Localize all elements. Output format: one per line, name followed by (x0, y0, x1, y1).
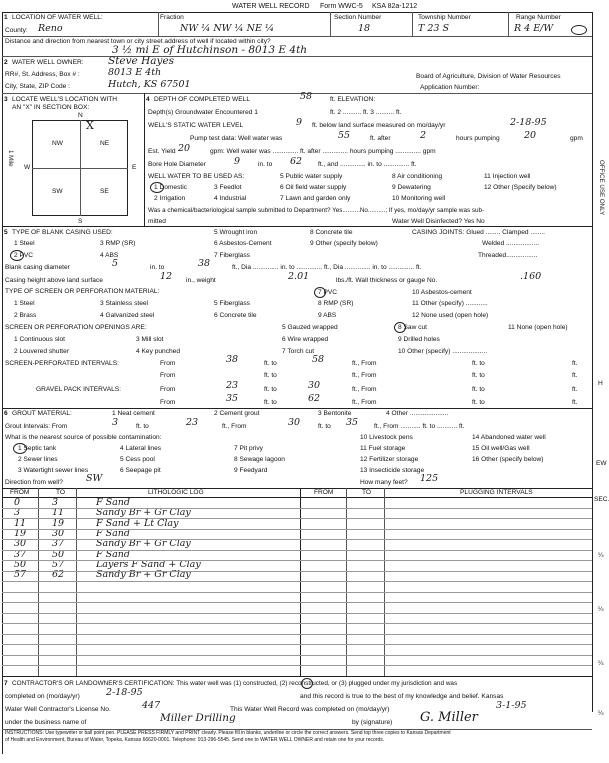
certification-heading: CONTRACTOR'S OR LANDOWNER'S CERTIFICATION: This water well was (1) constructed, (2) reconstructed, or (3) plugged under my jurisdiction and was (12, 680, 458, 687)
spi2-to-label: ft. to (264, 372, 277, 379)
log-ruling (2, 529, 592, 530)
gpi2-from-label: From (160, 399, 176, 406)
screen-1: 1 Steel (14, 300, 35, 307)
gpi-ftto: ft. to (472, 386, 485, 393)
threaded: Threaded................. (478, 252, 538, 259)
gpm-label: gpm (570, 135, 583, 142)
height-value: 12 (160, 271, 173, 282)
lith-header: LITHOLOGIC LOG (148, 489, 204, 496)
casing-6: 6 Asbestos-Cement (214, 240, 272, 247)
record-date: 3-1-95 (496, 700, 527, 711)
s4-number: 4 (146, 96, 150, 103)
use-11: 11 Injection well (484, 173, 531, 180)
s7-number: 7 (4, 680, 8, 687)
log-ruling (2, 518, 592, 519)
opening-2: 2 Louvered shutter (14, 348, 69, 355)
contam-8: 8 Sewage lagoon (234, 456, 285, 463)
opening-1: 1 Continuous slot (14, 336, 65, 343)
well-location-mark: X (86, 119, 94, 132)
log-ruling (2, 560, 592, 561)
log-ruling (2, 508, 592, 509)
county-label: County: (5, 27, 28, 34)
s1-heading: LOCATION OF WATER WELL: (12, 14, 103, 21)
log-ruling (2, 602, 592, 603)
yield-value: 20 (178, 143, 191, 154)
contam-1-circle (13, 443, 27, 454)
casing-9: 9 Other (specify below) (310, 240, 378, 247)
static-label: WELL'S STATIC WATER LEVEL (148, 122, 244, 129)
screen-3: 3 Stainless steel (100, 300, 149, 307)
margin-sec: SEC. (594, 496, 609, 503)
use-3: 3 Feedlot (214, 184, 242, 191)
gi4: 35 (346, 417, 359, 428)
log-row-from: 57 (14, 569, 27, 581)
contam-14: 14 Abandoned water well (472, 434, 546, 441)
opening-4: 4 Key punched (136, 348, 180, 355)
weight-value: 2.01 (288, 271, 310, 282)
margin-q4: ¼ (598, 710, 604, 717)
contam-9: 9 Feedyard (234, 467, 268, 474)
log-row-desc: F Sand + Lt Clay (96, 517, 179, 529)
spi-ftfrom: ft., From (352, 360, 377, 367)
contam-label: What is the nearest source of possible contamination: (5, 434, 162, 441)
casing-joints: CASING JOINTS: Glued ........ Clamped ........ (412, 229, 546, 236)
spi-label: SCREEN-PERFORATED INTERVALS: (5, 360, 119, 367)
s3-heading: LOCATE WELL'S LOCATION WITH (12, 96, 118, 103)
spi2-ft: ft. (572, 372, 578, 379)
gi-to2: ft. to (318, 423, 331, 430)
diam-to: 38 (198, 258, 211, 269)
business-label: under the business name of (5, 719, 87, 726)
use-10: 10 Monitoring well (392, 195, 446, 202)
record-label: This Water Well Record was completed on (mo/day/yr) (230, 706, 390, 713)
screen-7: 7 PVC (318, 289, 338, 296)
business-value: Miller Drilling (160, 712, 236, 724)
log-row-from: 50 (14, 558, 27, 570)
gi1: 3 (112, 417, 119, 428)
west-label: W (24, 164, 31, 171)
log-ruling (2, 592, 592, 593)
south-label: S (78, 218, 83, 225)
log-row-from: 0 (14, 497, 21, 508)
casing-8: 8 Concrete tile (310, 229, 353, 236)
gpi2-ftfrom: ft., From (352, 399, 377, 406)
chem-sample: Was a chemical/bacteriological sample submitted to Department? Yes..........No..........; If yes, mo/day/yr sample was sub- (148, 207, 485, 214)
contam-5: 5 Cess pool (120, 456, 155, 463)
welded: Welded .................. (482, 240, 540, 247)
casing-1: 1 Steel (14, 240, 35, 247)
opening-6: 6 Wire wrapped (282, 336, 329, 343)
height-label: Casing height above land surface (5, 277, 103, 284)
log-row-to: 37 (52, 538, 65, 550)
log-row-desc: F Sand (96, 527, 130, 539)
fraction-value: NW ¼ NW ¼ NE ¼ (180, 23, 275, 34)
opening-5: 5 Gauzed wrapped (282, 324, 338, 331)
gpi-ft: ft. (572, 386, 578, 393)
spi2-from-label: From (160, 372, 176, 379)
direction-value: SW (86, 473, 103, 484)
plug-from-header: FROM (314, 489, 334, 496)
wall-label: lbs./ft. Wall thickness or gauge No. (336, 277, 438, 284)
range-value: R 4 E/W (514, 23, 554, 34)
log-ruling (2, 655, 592, 656)
gpi-from-label: From (160, 386, 176, 393)
opening-9: 9 Drilled holes (398, 336, 440, 343)
opening-10: 10 Other (specify) ................... (398, 348, 488, 355)
margin-q3: ¼ (598, 660, 604, 667)
distance-label: Distance and direction from nearest town or city street address of well if located within city? (5, 38, 271, 45)
margin-q1: ¼ (598, 552, 604, 559)
east-label: E (132, 164, 137, 171)
spi-ftto: ft. to (472, 360, 485, 367)
gpi-label: GRAVEL PACK INTERVALS: (36, 386, 122, 393)
log-row-desc: Sandy Br + Gr Clay (96, 569, 191, 581)
log-from-header: FROM (10, 489, 30, 496)
log-row-from: 11 (14, 517, 27, 529)
completed-value: 2-18-95 (106, 687, 143, 698)
gi-from: ft., From (222, 423, 247, 430)
form-title: WATER WELL RECORD (232, 3, 310, 10)
log-row-desc: Layers F Sand + Clay (96, 558, 201, 570)
gi-label: Grout Intervals: From (5, 423, 68, 430)
casing-2: 2 PVC (14, 252, 34, 259)
contam-15: 15 Oil well/Gas well (472, 445, 530, 452)
diam-in: in. to (150, 264, 165, 271)
bore-rest: ft., and .............. in. to .............. ft. (318, 161, 417, 168)
opening-11: 11 None (open hole) (508, 324, 568, 331)
log-row-from: 19 (14, 527, 27, 539)
chem-mitted: mitted (148, 218, 166, 225)
s2-heading: WATER WELL OWNER: (12, 59, 84, 66)
elevation-label: ft. ELEVATION: (330, 96, 376, 103)
north-label: N (78, 112, 83, 119)
diam-label: Blank casing diameter (5, 264, 70, 271)
spi-ft: ft. (572, 360, 578, 367)
pump-label: Pump test data: Well water was (190, 135, 283, 142)
screen-10: 10 Asbestos-cement (412, 289, 472, 296)
use-9: 9 Dewatering (392, 184, 431, 191)
contam-10: 10 Livestock pens (360, 434, 413, 441)
log-row-desc: Sandy Br + Gr Clay (96, 507, 191, 519)
grout-4: 4 Other ..................... (386, 410, 449, 417)
screen-heading: TYPE OF SCREEN OR PERFORATION MATERIAL: (5, 288, 160, 295)
grout-1: 1 Neat cement (112, 410, 155, 417)
screen-8: 8 RMP (SR) (318, 300, 354, 307)
county-value: Reno (38, 23, 63, 34)
use-2: 2 Irrigation (154, 195, 186, 202)
log-row-to: 62 (52, 569, 65, 581)
application-label: Application Number: (420, 84, 480, 91)
screen-9: 9 ABS (318, 312, 337, 319)
section-label: Section Number (334, 14, 382, 21)
screen-11: 11 Other (specify) ............ (412, 300, 488, 307)
section-value: 18 (358, 23, 371, 34)
plug-to-header: TO (362, 489, 372, 496)
screen-12: 12 None used (open hole) (412, 312, 489, 319)
log-row-desc: F Sand (96, 497, 130, 508)
gi-to: ft. to (136, 423, 149, 430)
log-row-from: 3 (14, 507, 21, 519)
contam-13: 13 Insecticide storage (360, 467, 425, 474)
casing-7: 7 Fiberglass (214, 252, 250, 259)
gi-rest: ft., From ........... ft. to ........... ft. (374, 423, 465, 430)
spi-from: 38 (226, 354, 239, 365)
log-row-to: 57 (52, 558, 65, 570)
ne-label: NE (100, 140, 110, 147)
howmany-value: 125 (420, 473, 439, 484)
board-label: Board of Agriculture, Division of Water Resources (416, 73, 561, 80)
opening-8-circle (394, 322, 406, 333)
address-label: RR#, St. Address, Box # : (5, 71, 80, 78)
log-ruling (2, 550, 592, 551)
casing-4: 4 ABS (100, 252, 119, 259)
s3-number: 3 (4, 96, 8, 103)
completed-rest: and this record is true to the best of my knowledge and belief. Kansas (300, 693, 504, 700)
margin-h: H (598, 380, 603, 387)
depth-value: 58 (300, 91, 313, 102)
address-value: 8013 E 4th (108, 67, 162, 78)
s3-heading2: AN "X" IN SECTION BOX: (12, 104, 90, 111)
signature: G. Miller (420, 710, 478, 725)
log-row-to: 11 (52, 507, 65, 519)
groundwater-rest: ft. 2 .......... ft. 3 .......... ft. (330, 109, 402, 116)
nw-label: NW (52, 140, 63, 147)
owner-value: Steve Hayes (108, 55, 175, 67)
log-row-to: 19 (52, 517, 65, 529)
ksa-number: KSA 82a-1212 (372, 3, 418, 10)
log-row-desc: Sandy Br + Gr Clay (96, 538, 191, 550)
log-row-to: 50 (52, 548, 65, 560)
completed-label: completed on (mo/day/yr) (5, 693, 80, 700)
license-value: 447 (142, 700, 161, 711)
log-ruling (2, 644, 592, 645)
log-row-from: 30 (14, 538, 27, 550)
s5-number: 5 (4, 229, 8, 236)
log-row-to: 30 (52, 527, 65, 539)
screen-2: 2 Brass (14, 312, 37, 319)
log-ruling (2, 539, 592, 540)
sw-label: SW (52, 188, 63, 195)
city-label: City, State, ZIP Code : (5, 83, 70, 90)
contam-12: 12 Fertilizer storage (360, 456, 419, 463)
spi-to-label: ft. to (264, 360, 277, 367)
form-number: Form WWC-5 (320, 3, 363, 10)
gpi1-to: 30 (308, 380, 321, 391)
use-label: WELL WATER TO BE USED AS: (148, 173, 245, 180)
s6-number: 6 (4, 410, 8, 417)
opening-3: 3 Mill slot (136, 336, 164, 343)
log-row-to: 3 (52, 497, 59, 508)
opening-7: 7 Torch cut (282, 348, 315, 355)
city-value: Hutch, KS 67501 (108, 79, 191, 90)
disinfected: Water Well Disinfected? Yes No (392, 218, 485, 225)
margin-q2: ¼ (598, 606, 604, 613)
log-to-header: TO (56, 489, 66, 496)
use-7: 7 Lawn and garden only (280, 195, 351, 202)
log-ruling (2, 581, 592, 582)
log-ruling (2, 665, 592, 666)
contam-16: 16 Other (specify below) (472, 456, 544, 463)
use-1-circle (150, 182, 164, 193)
grout-2: 2 Cement grout (214, 410, 260, 417)
gpi1-from: 23 (226, 380, 239, 391)
pump-value: 55 (338, 130, 351, 141)
range-ew-circle (571, 25, 587, 35)
mile-label: 1 Mile (7, 150, 14, 167)
casing-2-circle (10, 250, 24, 261)
log-ruling (2, 623, 592, 624)
bore-label: Bore Hole Diameter (148, 161, 206, 168)
se-label: SE (100, 188, 109, 195)
opening-8: 8 Saw cut (398, 324, 427, 331)
gpi2-from: 35 (226, 393, 239, 404)
gpi2-to-label: ft. to (264, 399, 277, 406)
log-row-from: 37 (14, 548, 27, 560)
pump-after: ft. after (370, 135, 391, 142)
distance-value: 3 ½ mi E of Hutchinson - 8013 E 4th (112, 44, 308, 56)
fraction-label: Fraction (160, 14, 184, 21)
log-row-desc: F Sand (96, 548, 130, 560)
township-value: T 23 S (418, 23, 449, 34)
contam-7: 7 Pit privy (234, 445, 263, 452)
screen-4: 4 Galvanized steel (100, 312, 155, 319)
yield-rest: gpm: Well water was .............. ft. after .............. hours pumping .............. gpm (210, 148, 436, 155)
depth-label: DEPTH OF COMPLETED WELL (154, 96, 250, 103)
gpi2-to: 62 (308, 393, 321, 404)
instructions-1: INSTRUCTIONS: Use typewriter or ball point pen. PLEASE PRESS FIRMLY and PRINT clearly. Please fill in blanks, underline or circle the correct answers. Send top three copies to Kansas Department (5, 730, 451, 736)
cert-1-circle (301, 678, 313, 689)
use-1: 1 Domestic (154, 184, 187, 191)
diam-rest: ft., Dia .............. in. to .............. ft., Dia .............. in. to .............. ft. (232, 264, 422, 271)
static-rest: ft. below land surface measured on mo/day/yr (312, 122, 446, 129)
bore-to: 62 (290, 156, 303, 167)
instructions-2: of Health and Environment, Bureau of Water, Topeka, Kansas 66620-0001. Telephone: 913-296-5545. Send one to WATER WELL OWNER and retain one for your records. (5, 737, 385, 743)
gi3: 30 (288, 417, 301, 428)
margin-ew: EW (596, 460, 607, 467)
height-in: in., weight (186, 277, 216, 284)
contam-1: 1 Septic tank (18, 445, 57, 452)
spi-to: 58 (312, 354, 325, 365)
static-value: 9 (296, 117, 303, 128)
openings-heading: SCREEN OR PERFORATION OPENINGS ARE: (5, 324, 147, 331)
gpi-to-label: ft. to (264, 386, 277, 393)
gpi2-ft: ft. (572, 399, 578, 406)
groundwater-label: Depth(s) Groundwater Encountered 1 (148, 109, 258, 116)
spi2-ftto: ft. to (472, 372, 485, 379)
casing-5: 5 Wrought iron (214, 229, 258, 236)
use-5: 5 Public water supply (280, 173, 343, 180)
use-6: 6 Oil field water supply (280, 184, 347, 191)
contam-4: 4 Lateral lines (120, 445, 162, 452)
s2-number: 2 (4, 59, 8, 66)
grout-3: 3 Bentonite (318, 410, 352, 417)
range-label: Range Number (516, 14, 561, 21)
grout-heading: GROUT MATERIAL: (12, 410, 72, 417)
plug-header: PLUGGING INTERVALS (460, 489, 533, 496)
license-label: Water Well Contractor's License No. (5, 706, 111, 713)
pump-hours-label: hours pumping (456, 135, 500, 142)
contam-3: 3 Watertight sewer lines (18, 467, 89, 474)
direction-label: Direction from well? (5, 479, 63, 486)
use-8: 8 Air conditioning (392, 173, 443, 180)
contam-11: 11 Fuel storage (360, 445, 406, 452)
office-use-label: OFFICE USE ONLY (598, 160, 605, 216)
screen-7-circle (314, 287, 326, 298)
gi2: 23 (186, 417, 199, 428)
diam-value: 5 (112, 258, 119, 269)
casing-3: 3 RMP (SR) (100, 240, 136, 247)
pump-gpm: 20 (524, 130, 537, 141)
spi2-ftfrom: ft., From (352, 372, 377, 379)
log-ruling (2, 571, 592, 572)
contam-6: 6 Seepage pit (120, 467, 161, 474)
contam-2: 2 Sewer lines (18, 456, 58, 463)
screen-6: 6 Concrete tile (214, 312, 257, 319)
gpi-ftfrom: ft., From (352, 386, 377, 393)
howmany-label: How many feet? (360, 479, 408, 486)
spi-from-label: From (160, 360, 176, 367)
bore-in: in. to (258, 161, 273, 168)
wall-value: .160 (520, 271, 542, 282)
signature-label: by (signature) (352, 719, 393, 726)
use-12: 12 Other (Specify below) (484, 184, 557, 191)
pump-hours: 2 (420, 130, 427, 141)
s1-number: 1 (4, 14, 8, 21)
gpi2-ftto: ft. to (472, 399, 485, 406)
township-label: Township Number (418, 14, 471, 21)
log-ruling (2, 613, 592, 614)
casing-heading: TYPE OF BLANK CASING USED: (12, 229, 113, 236)
screen-5: 5 Fiberglass (214, 300, 250, 307)
use-4: 4 Industrial (214, 195, 247, 202)
static-date: 2-18-95 (510, 117, 547, 128)
bore-value: 9 (234, 156, 241, 167)
log-ruling (2, 634, 592, 635)
yield-label: Est. Yield (148, 148, 176, 155)
